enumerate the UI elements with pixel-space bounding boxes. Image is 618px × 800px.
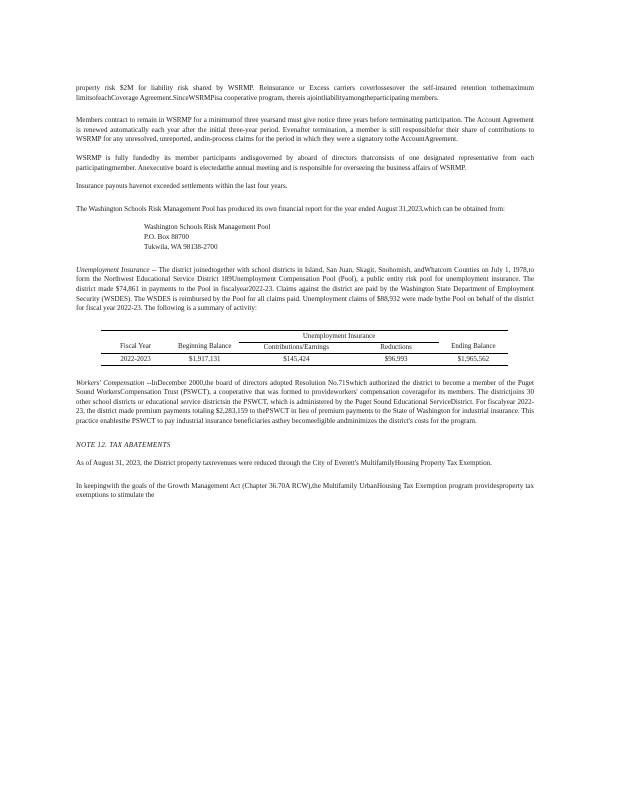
table-row <box>101 353 508 365</box>
table-title: Unemployment Insurance <box>239 330 438 342</box>
reinsurance-paragraph: property risk $2M for liability risk shared by WSRMP. Reinsurance or Excess carriers coverlossesover the self-insured retention tothemaximum limitsofeachCoverage Agreement.SinceWSRMPisa cooperative program, thereis ajointliabilityamongtheparticipating members. <box>76 84 534 102</box>
column-header: Beginning Balance <box>178 342 232 351</box>
financial-report-paragraph: The Washington Schools Risk Management Pool has produced its own financial report for the year ended August 31,2023,which can be obtained from: <box>76 204 505 213</box>
document-page <box>76 84 534 501</box>
table-cell: $1,965,562 <box>439 353 508 365</box>
growth-management-paragraph: In keepingwith the goals of the Growth Management Act (Chapter 36.70A RCW),the Multifamily UrbanHousing Tax Exemption program providesproperty tax exemptions to stimulate the <box>76 481 534 500</box>
table-title-row <box>101 330 508 342</box>
governance-paragraph: WSRMP is fully fundedby its member participants andisgoverned by aboard of directors thatconsists of one designated representative from each participatingmember. Anexecutive board is electedatthe annual meeting and is responsible for overseeing the business affairs of WSRMP. <box>76 153 534 172</box>
pool-address <box>144 223 534 252</box>
column-header: Reductions <box>380 342 412 351</box>
workers-comp-body: --InDecember 2000,the board of directors adopted Resolution No.71Swhich authorized the district to become a member of the Puget Sound WorkersCompensation Trust (PSWCT), a cooperative that was formed to provideworkers' compensation coveragefor its members. The districtjoins 30 other school districts or educational service districtsin the PSWCT, which is administered by the Puget Sound Educational ServiceDistrict. For fiscalyear 2022-23, the district made premium payments totaling $2,283,159 to thePSWCT in lieu of premium payments to the State of Washington for industrial insurance. This practice enablesthe PSWCT to pay industrial insurance beneficiaries asthey becomeeligible andminimizes the district's costs for the program. <box>76 378 534 426</box>
unemployment-table <box>101 330 508 366</box>
unemployment-body: -- The district joinedtogether with school districts in Island, San Juan, Skagit, Snohomish, andWhatcom Counties on July 1, 1978,to form the Northwest Educational Service District 189Unemployment Compensation Pool (Pool), a public entity risk pool for unemployment insurance. The district made $74,861 in payments to the Pool in fiscalyear2022-23. Claims against the district are paid by the Washington State Department of Employment Security (WSDES). The WSDES is reimbursed by the Pool for all claims paid. Unemployment claims of $88,932 were made bythe Pool on behalf of the district for fiscal year 2022-23. The following is a summary of activity: <box>76 265 534 313</box>
column-header: Fiscal Year <box>120 342 152 351</box>
settlements-paragraph: Insurance payouts havenot exceeded settlements within the last four years. <box>76 182 288 191</box>
table-cell: $145,424 <box>239 353 353 365</box>
address-line: P.O. Box 88700 <box>144 233 189 242</box>
membership-paragraph: Members contract to remain in WSRMP for a minimumof three yearsand must give notice three years before terminating participation. The Account Agreement is renewed automatically each year after the initial three-year period. Evenafter termination, a member is still responsiblefor their share of contributions to WSRMP for any unresolved, unreported, andin-process claims for the period in which they were a signatory tothe AccountAgreement. <box>76 116 534 144</box>
column-header: Contributions/Earnings <box>263 342 330 351</box>
column-header: Ending Balance <box>451 342 496 351</box>
table-cell: 2022-2023 <box>101 353 170 365</box>
unemployment-heading: Unemployment Insurance <box>76 265 150 274</box>
workers-comp-paragraph <box>76 379 534 427</box>
note-heading: NOTE 12. TAX ABATEMENTS <box>76 440 171 449</box>
table-cell: $1,917,131 <box>170 353 239 365</box>
table-cell: $96,993 <box>353 353 438 365</box>
tax-abatement-paragraph: As of August 31, 2023, the District property taxrevenues were reduced through the City of Everett's MultifamilyHousing Property Tax Exemption. <box>76 459 492 468</box>
address-line: Washington Schools Risk Management Pool <box>144 223 271 232</box>
unemployment-paragraph <box>76 266 534 314</box>
workers-comp-heading: Workers' Compensation <box>76 378 145 387</box>
table-header-row <box>101 342 508 353</box>
address-line: Tukwila, WA 98138-2700 <box>144 242 218 251</box>
